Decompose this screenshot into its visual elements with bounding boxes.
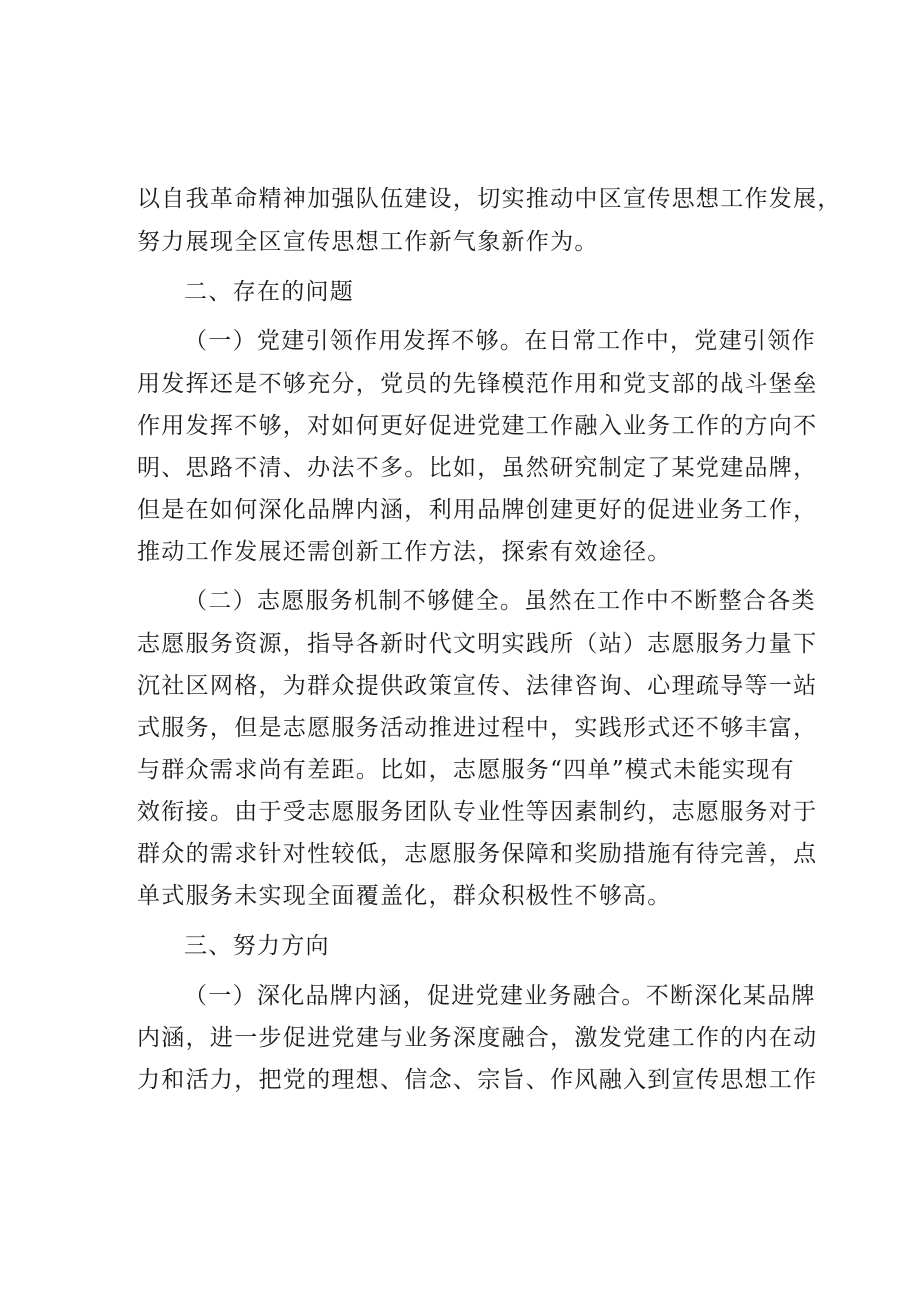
text-line: （一）深化品牌内涵，促进党建业务融合。不断深化某品牌 [184,983,816,1009]
text-line: 内涵，进一步促进党建与业务深度融合，激发党建工作的内在动 [137,1025,818,1051]
text-line: 沉社区网格，为群众提供政策宣传、法律咨询、心理疏导等一站 [137,673,818,699]
text-line: 群众的需求针对性较低，志愿服务保障和奖励措施有待完善，点 [137,841,818,867]
text-line: 努力展现全区宣传思想工作新气象新作为。 [137,229,599,255]
text-line: 作用发挥不够，对如何更好促进党建工作融入业务工作的方向不 [137,413,818,439]
text-line: 以自我革命精神加强队伍建设，切实推动中区宣传思想工作发展， [137,186,842,212]
text-line: 推动工作发展还需创新工作方法，探索有效途径。 [137,539,672,565]
text-line: 用发挥还是不够充分，党员的先锋模范作用和党支部的战斗堡垒 [137,371,818,397]
text-line: 单式服务未实现全面覆盖化，群众积极性不够高。 [137,883,672,909]
text-line: 效衔接。由于受志愿服务团队专业性等因素制约，志愿服务对于 [137,799,818,825]
text-line: （二）志愿服务机制不够健全。虽然在工作中不断整合各类 [184,588,816,614]
text-line: 与群众需求尚有差距。比如，志愿服务“四单”模式未能实现有 [137,757,795,783]
section-heading-direction: 三、努力方向 [184,933,330,959]
text-line: （一）党建引领作用发挥不够。在日常工作中，党建引领作 [184,328,816,354]
text-line: 志愿服务资源，指导各新时代文明实践所（站）志愿服务力量下 [137,631,818,657]
text-line: 式服务，但是志愿服务活动推进过程中，实践形式还不够丰富， [137,715,818,741]
text-line: 但是在如何深化品牌内涵，利用品牌创建更好的促进业务工作， [137,497,818,523]
text-line: 明、思路不清、办法不多。比如，虽然研究制定了某党建品牌， [137,455,818,481]
section-heading-problems: 二、存在的问题 [184,279,355,305]
text-line: 力和活力，把党的理想、信念、宗旨、作风融入到宣传思想工作 [137,1067,818,1093]
